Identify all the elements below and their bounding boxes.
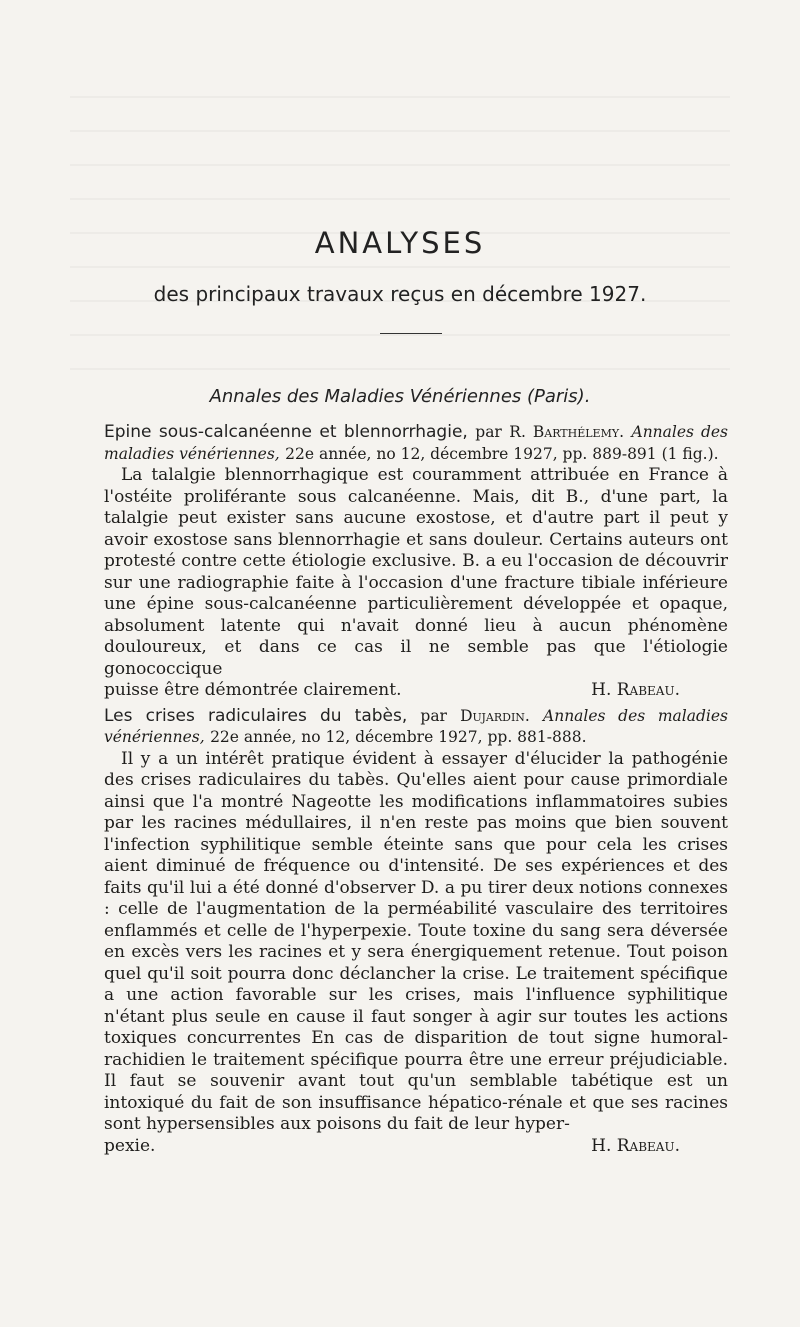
reviewer-signature: H. Rabeau.	[591, 680, 680, 700]
abstract-last-line: pexie.	[104, 1135, 156, 1156]
reviewer-signature: H. Rabeau.	[591, 1135, 680, 1156]
by-word: par	[420, 706, 447, 725]
source-journal: Annales des maladies vénériennes,	[104, 423, 729, 463]
citation-reference: 22e année, no 12, décembre 1927, pp. 889-891 (1 fig.).	[285, 444, 719, 463]
abstract-last-line: puisse être démontrée clairement.	[104, 680, 402, 700]
author-name: R. Barthélemy.	[509, 423, 625, 441]
closing-row	[104, 680, 728, 702]
divider-rule	[380, 333, 442, 334]
journal-heading: Annales des Maladies Vénériennes (Paris).	[209, 386, 591, 407]
entry-header	[104, 706, 728, 749]
abstract-paragraph: La talalgie blennorrhagique est couramment attribuée en France à l'ostéite proliférante sous calcanéenne. Mais, dit B., d'une part, la talalgie peut exister sans aucune exostose, et d'autre part il peut y avoir exostose sans blennorrhagie et sans douleur. Certains auteurs ont protesté contre cette étiologie exclusive. B. a eu l'occasion de découvrir sur une radiographie faite à l'occasion d'une fracture tibiale inférieure une épine sous-calcanéenne particulièrement développée et opaque, absolument latente qui n'avait donné lieu à aucun phénomène douloureux, et dans ce cas il ne semble pas que l'étiologie gonococcique	[104, 465, 728, 679]
article-title: Epine sous-calcanéenne et blennorrhagie,	[104, 422, 468, 442]
analysis-entry	[104, 422, 728, 702]
citation-reference: 22e année, no 12, décembre 1927, pp. 881-888.	[210, 728, 587, 746]
entry-header	[104, 422, 728, 465]
analyses-content	[104, 422, 728, 1161]
abstract-paragraph: Il y a un intérêt pratique évident à essayer d'élucider la pathogénie des crises radiculaires du tabès. Qu'elles aient pour cause primordiale ainsi que l'a montré Nageotte les modifications inflammatoires subies par les racines médullaires, il n'en reste pas moins que bien souvent l'infection syphilitique semble éteinte sans que pour cela les crises aient diminué de fréquence ou d'intensité. De ses expériences et des faits qu'il lui a été donné d'observer D. a pu tirer deux notions connexes : celle de l'augmentation de la perméabilité vasculaire des territoires enflammés et celle de l'hyperpexie. Toute toxine du sang sera déversée en excès vers les racines et y sera énergiquement retenue. Tout poison quel qu'il soit pourra donc déclancher la crise. Le traitement spécifique a une action favorable sur les crises, mais l'influence syphilitique n'étant plus seule en cause il faut songer à agir sur toutes les actions toxiques concurrentes En cas de disparition de tout signe humoral-rachidien le traitement spécifique pourra être une erreur préjudiciable. Il faut se souvenir avant tout qu'un semblable tabétique est un intoxiqué du fait de son insuffisance hépatico-rénale et que ses racines sont hypersensibles aux poisons du fait de leur hyper-	[104, 748, 728, 1134]
article-title: Les crises radiculaires du tabès,	[104, 705, 408, 726]
page-subtitle: des principaux travaux reçus en décembre 1927.	[153, 282, 647, 306]
by-word: par	[475, 423, 502, 441]
source-journal: Annales des maladies vénériennes,	[104, 706, 729, 746]
page-title: ANALYSES	[314, 226, 486, 260]
analysis-entry	[104, 706, 728, 1158]
closing-row	[104, 1136, 728, 1158]
author-name: Dujardin.	[460, 706, 530, 725]
